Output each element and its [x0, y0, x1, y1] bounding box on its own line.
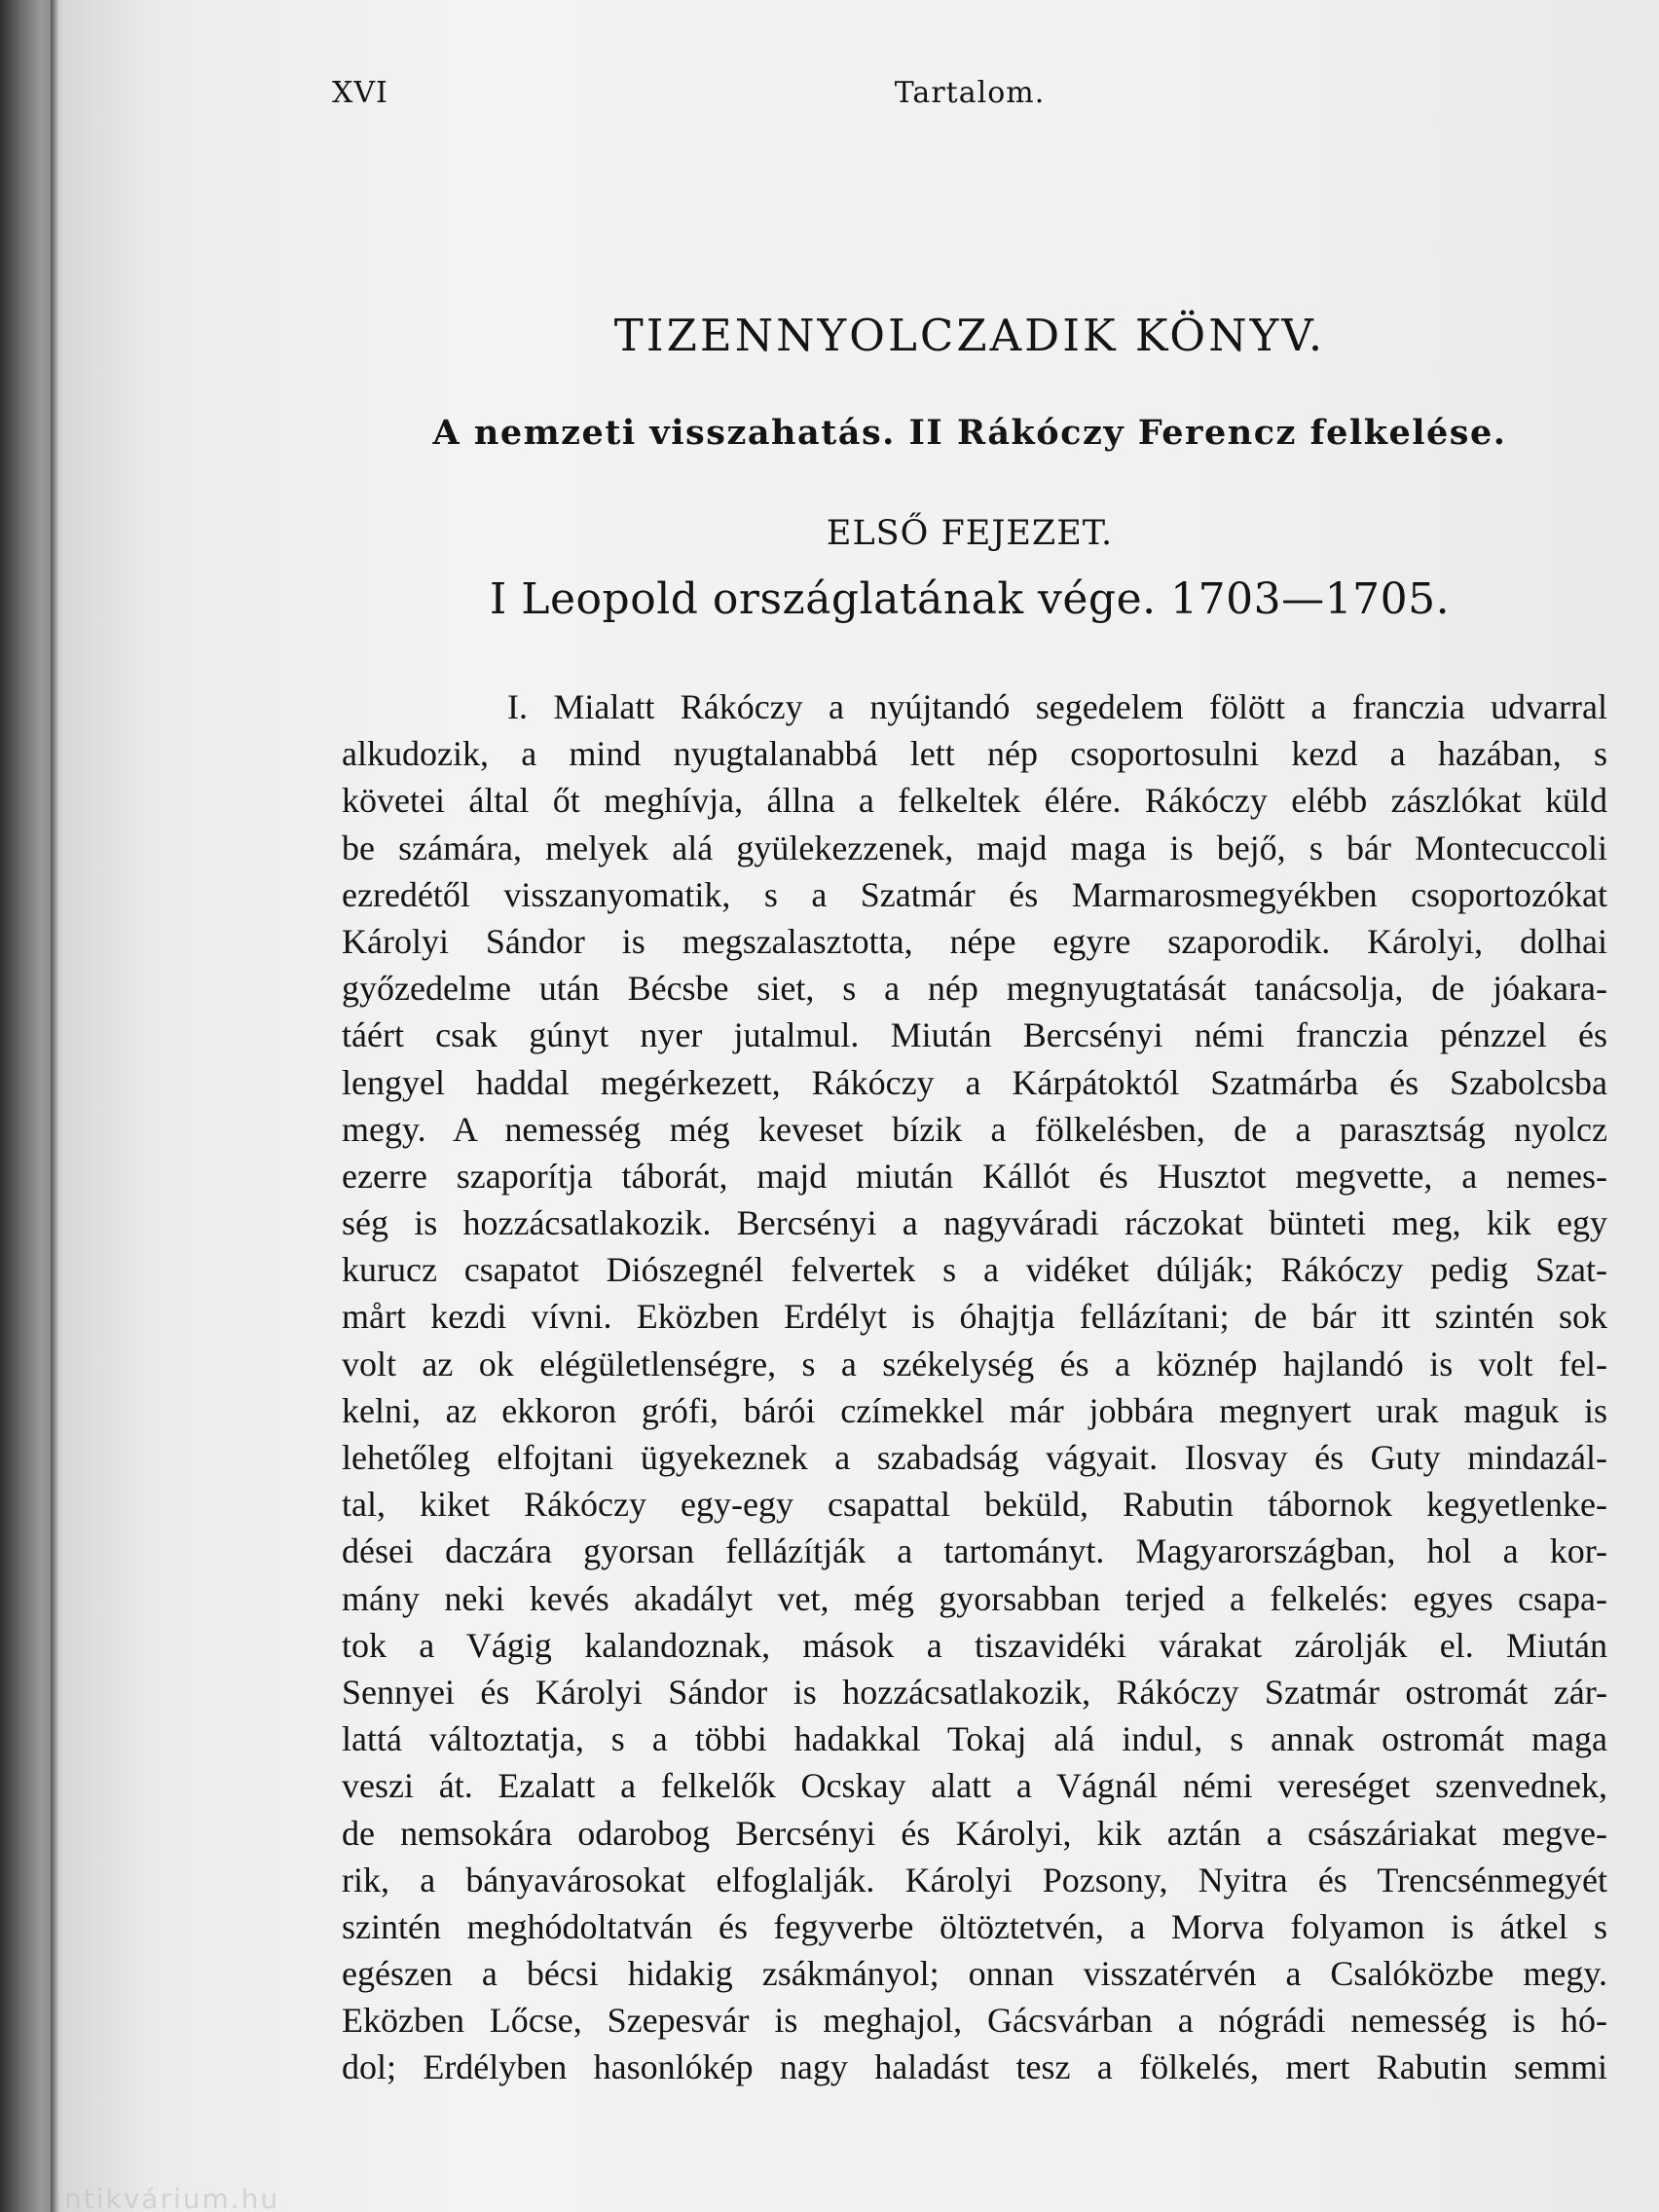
body-line: kurucz csapatot Diószegnél felvertek s a vidéket dúlják; Rákóczy pedig Szat- [342, 1250, 1607, 1290]
body-line: alkudozik, a mind nyugtalanabbá lett nép csoportosulni kezd a hazában, s [342, 734, 1607, 774]
body-line: egészen a bécsi hidakig zsákmányol; onnan visszatérvén a Csalóközbe megy. [342, 1954, 1607, 1994]
watermark-text: ntikvárium.hu [64, 2183, 280, 2212]
body-line: lehetőleg elfojtani ügyekeznek a szabadság vágyait. Ilosvay és Guty mindazál- [342, 1438, 1607, 1477]
chapter-label: ELSŐ FEJEZET. [826, 514, 1114, 553]
body-line: dol; Erdélyben hasonlókép nagy haladást tesz a fölkelés, mert Rabutin semmi [342, 2047, 1607, 2087]
body-line: I. Mialatt Rákóczy a nyújtandó segedelem fölött a franczia udvarral [507, 687, 1607, 726]
body-line: ezredétől visszanyomatik, s a Szatmár és Marmarosmegyékben csoportozókat [342, 874, 1607, 914]
body-line: mány neki kevés akadályt vet, még gyorsabban terjed a felkelés: egyes csapa- [342, 1578, 1607, 1618]
body-line: ség is hozzácsatlakozik. Bercsényi a nagyváradi ráczokat bünteti meg, kik egy [342, 1203, 1607, 1243]
body-line: tal, kiket Rákóczy egy-egy csapattal beküld, Rabutin tábornok kegyetlenke- [342, 1485, 1607, 1525]
body-line: rik, a bányavárosokat elfoglalják. Károlyi Pozsony, Nyitra és Trencsénmegyét [342, 1860, 1607, 1899]
body-line: lattá változtatja, s a többi hadakkal Tokaj alá indul, s annak ostromát maga [342, 1719, 1607, 1759]
book-subtitle: A nemzeti visszahatás. II Rákóczy Ferencz felkelése. [432, 413, 1507, 453]
body-line: szintén meghódoltatván és fegyverbe öltöztetvén, a Morva folyamon is átkel s [342, 1906, 1607, 1946]
chapter-title: I Leopold országlatának vége. 1703—1705. [489, 574, 1451, 624]
book-page [64, 0, 1659, 2212]
body-line: kelni, az ekkoron grófi, bárói czímekkel már jobbára megnyert urak maguk is [342, 1390, 1607, 1430]
body-line: megy. A nemesség még keveset bízik a fölkelésben, de a parasztság nyolcz [342, 1109, 1607, 1149]
book-title: TIZENNYOLCZADIK KÖNYV. [613, 310, 1326, 361]
body-line: ezerre szaporítja táborát, majd miután Kállót és Husztot megvette, a nemes- [342, 1156, 1607, 1196]
body-text [342, 683, 1607, 2091]
body-line: veszi át. Ezalatt a felkelők Ocskay alatt a Vágnál némi vereséget szenvednek, [342, 1766, 1607, 1806]
body-line: mårt kezdi vívni. Eközben Erdélyt is óhajtja fellázítani; de bár itt szintén sok [342, 1297, 1607, 1337]
body-line: követei által őt meghívja, állna a felkeltek élére. Rákóczy elébb zászlókat küld [342, 781, 1607, 821]
body-line: győzedelme után Bécsbe siet, s a nép megnyugtatását tanácsolja, de jóakara- [342, 969, 1607, 1009]
body-line: be számára, melyek alá gyülekezzenek, majd maga is bejő, s bár Montecuccoli [342, 828, 1607, 867]
body-line: táért csak gúnyt nyer jutalmul. Miután Bercsényi némi franczia pénzzel és [342, 1015, 1607, 1055]
body-line: Eközben Lőcse, Szepesvár is meghajol, Gácsvárban a nógrádi nemesség is hó- [342, 2001, 1607, 2041]
body-line: volt az ok elégületlenségre, s a székelység és a köznép hajlandó is volt fel- [342, 1344, 1607, 1383]
body-line: tok a Vágig kalandoznak, mások a tiszavidéki várakat zárolják el. Miután [342, 1625, 1607, 1665]
running-title: Tartalom. [894, 76, 1046, 110]
body-line: Károlyi Sándor is megszalasztotta, népe egyre szaporodik. Károlyi, dolhai [342, 921, 1607, 961]
body-line: Sennyei és Károlyi Sándor is hozzácsatlakozik, Rákóczy Szatmár ostromát zár- [342, 1672, 1607, 1712]
page-number: XVI [332, 76, 388, 110]
body-line: de nemsokára odarobog Bercsényi és Károlyi, kik aztán a császáriakat megve- [342, 1813, 1607, 1853]
body-line: dései daczára gyorsan fellázítják a tartományt. Magyarországban, hol a kor- [342, 1531, 1607, 1571]
body-line: lengyel haddal megérkezett, Rákóczy a Kárpátoktól Szatmárba és Szabolcsba [342, 1062, 1607, 1102]
